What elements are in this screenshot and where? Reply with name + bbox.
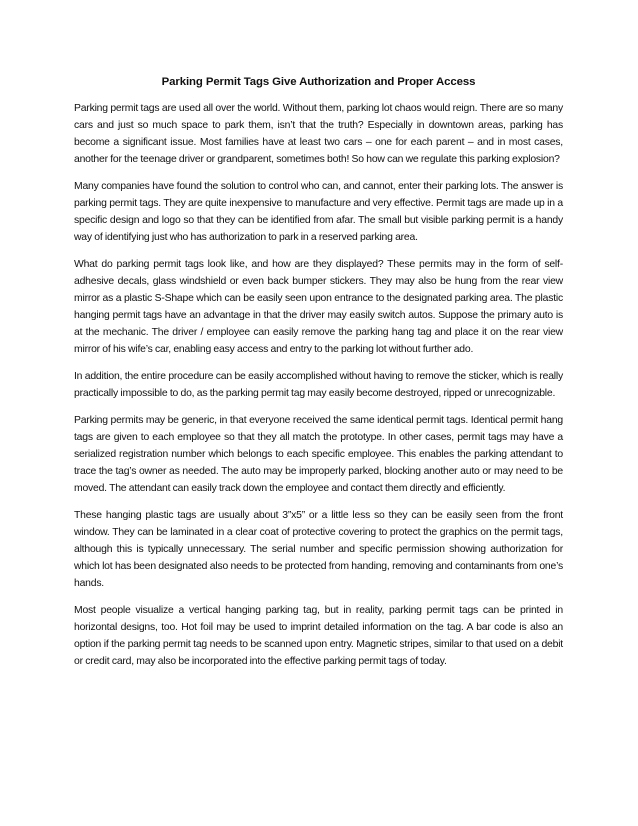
paragraph-designs: Most people visualize a vertical hanging parking tag, but in reality, parking permit tags can be printed in horizontal designs, too. Hot foil may be used to imprint detailed information on the tag. A bar code is also an option if the parking permit tag needs to be scanned upon entry. Magnetic stripes, similar to that used on a debit or credit card, may also be incorporated into the effective parking permit tags of today. [74, 605, 563, 667]
paragraph-solution: Many companies have found the solution to control who can, and cannot, enter their parking lots. The answer is parking permit tags. They are quite inexpensive to manufacture and very effective. Permit tags are made up in a specific design and logo so that they can be identified from afar. The small but visible parking permit is a handy way of identifying just who has authorization to park in a reserved parking area. [74, 181, 563, 243]
document-title: Parking Permit Tags Give Authorization and Proper Access [161, 76, 476, 88]
paragraph-generic-permits: Parking permits may be generic, in that everyone received the same identical permit tags. Identical permit hang tags are given to each employee so that they all match the prototype. In other cases, permit tags may have a serialized registration number which belongs to each specific employee. This enables the parking attendant to trace the tag’s owner as needed. The auto may be improperly parked, blocking another auto or may need to be moved. The attendant can easily track down the employee and contact them directly and efficiently. [74, 415, 563, 494]
paragraph-procedure: In addition, the entire procedure can be easily accomplished without having to remove the sticker, which is really practically impossible to do, as the parking permit tag may easily become destroyed, ripped or unrecognizable. [74, 371, 563, 399]
paragraph-hanging-tags: These hanging plastic tags are usually about 3”x5” or a little less so they can be easily seen from the front window. They can be laminated in a clear coat of protective covering to protect the graphics on the permit tags, although this is typically unnecessary. The serial number and specific permission showing authorization for which lot has been designated also needs to be protected from handing, removing and contaminants from one’s hands. [74, 510, 563, 589]
paragraph-appearance: What do parking permit tags look like, and how are they displayed? These permits may in the form of self-adhesive decals, glass windshield or even back bumper stickers. They may also be hung from the rear view mirror as a plastic S-Shape which can be easily seen upon entrance to the designated parking area. The plastic hanging permit tags have an advantage in that the driver may easily switch autos. Suppose the primary auto is at the mechanic. The driver / employee can easily remove the parking hang tag and place it on the rear view mirror of his wife’s car, enabling easy access and entry to the parking lot without further ado. [74, 259, 563, 355]
paragraph-intro: Parking permit tags are used all over the world. Without them, parking lot chaos would reign. There are so many cars and just so much space to park them, isn’t that the truth? Especially in downtown areas, parking has become a significant issue. Most families have at least two cars – one for each parent – and in most cases, another for the teenage driver or grandparent, sometimes both! So how can we regulate this parking explosion? [74, 103, 563, 165]
